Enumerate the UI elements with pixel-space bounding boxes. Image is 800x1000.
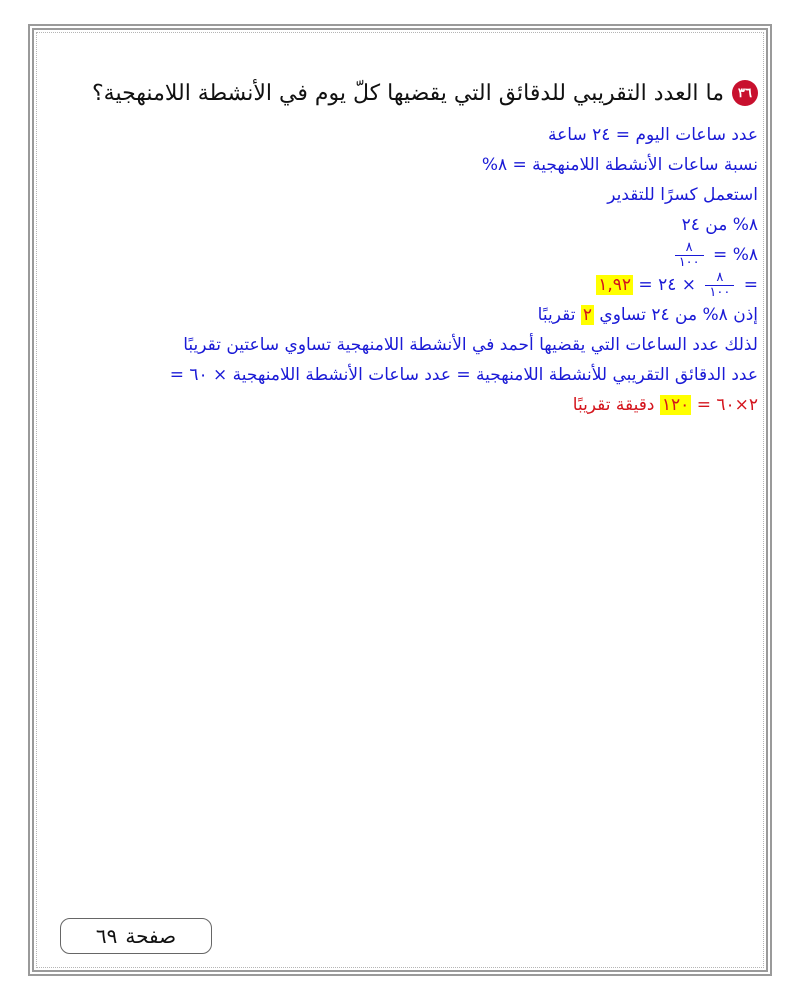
- calc-result-highlight: ١,٩٢: [598, 275, 631, 295]
- calc-multiply: × ٢٤ =: [638, 275, 696, 295]
- question-number-badge: ٣٦: [732, 80, 758, 106]
- content-area: [70, 80, 758, 420]
- conclusion-prefix: إذن ٨% من ٢٤ تساوي: [599, 305, 758, 325]
- solution-line-minutes-formula: عدد الدقائق التقريبي للأنشطة اللامنهجية = عدد ساعات الأنشطة اللامنهجية × ٦٠ =: [169, 365, 758, 385]
- conclusion-suffix: تقريبًا: [537, 305, 576, 325]
- solution-line-conclusion: [70, 300, 758, 330]
- calc-fraction: [705, 271, 734, 300]
- question-heading: [70, 80, 758, 106]
- solution-line-percent-of: ٨% من ٢٤: [681, 215, 758, 235]
- page-number: ٦٩: [95, 924, 118, 948]
- calc-equals: =: [743, 275, 758, 295]
- fraction-numerator: ٨: [685, 239, 693, 255]
- fraction: [675, 241, 704, 270]
- calc-fraction-numerator: ٨: [716, 269, 724, 285]
- solution-line-hours: عدد ساعات اليوم = ٢٤ ساعة: [548, 125, 758, 145]
- solution-line-hours-summary: لذلك عدد الساعات التي يقضيها أحمد في الأنشطة اللامنهجية تساوي ساعتين تقريبًا: [183, 335, 758, 355]
- solution-line-calculation: [70, 270, 758, 300]
- calc-fraction-denominator: ١٠٠: [705, 285, 734, 300]
- fraction-prefix: ٨% =: [713, 245, 758, 265]
- page-number-box: [60, 918, 212, 954]
- minutes-suffix: دقيقة تقريبًا: [572, 395, 655, 415]
- conclusion-value-highlight: ٢: [582, 305, 592, 325]
- solution-line-fraction: [70, 240, 758, 270]
- minutes-prefix: ٢×٦٠ =: [696, 395, 758, 415]
- solution-line-estimate: استعمل كسرًا للتقدير: [607, 185, 758, 205]
- question-text: ما العدد التقريبي للدقائق التي يقضيها كلّ يوم في الأنشطة اللامنهجية؟: [91, 80, 724, 106]
- solution-line-minutes-result: [70, 390, 758, 420]
- fraction-denominator: ١٠٠: [675, 255, 704, 270]
- solution-line-percent: نسبة ساعات الأنشطة اللامنهجية = ٨%: [481, 155, 758, 175]
- minutes-value-highlight: ١٢٠: [661, 395, 690, 415]
- page-label: صفحة: [125, 924, 177, 948]
